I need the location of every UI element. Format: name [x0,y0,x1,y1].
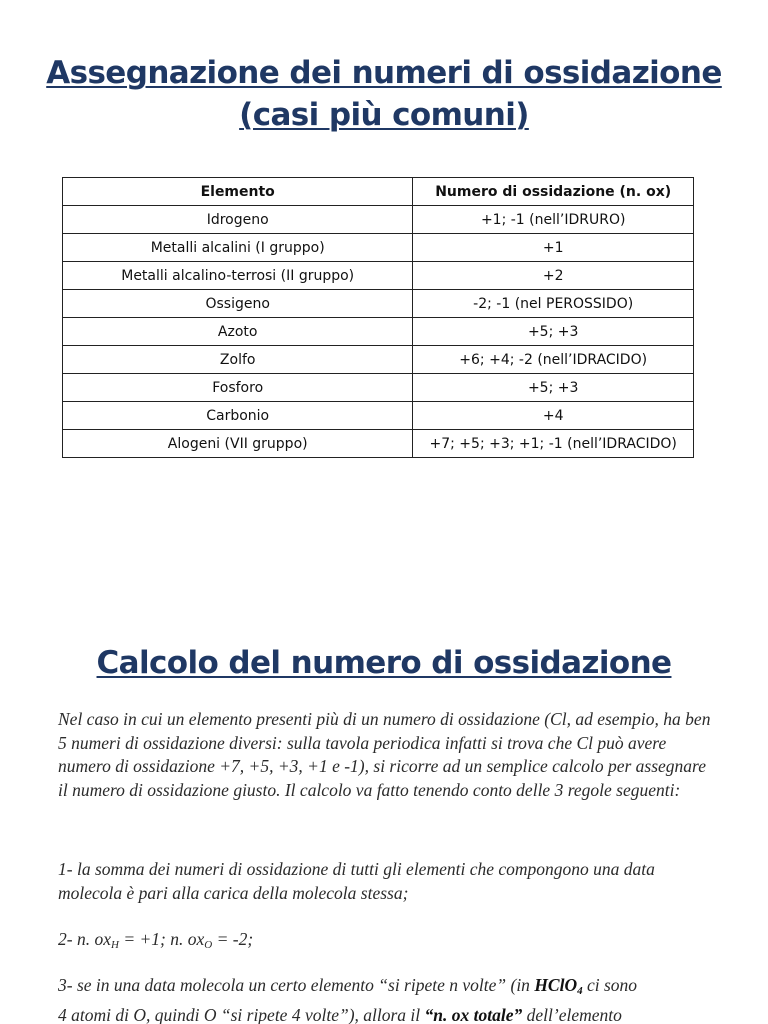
formula-hclo4 [534,975,582,995]
element-cell: Zolfo [63,346,413,374]
oxidation-cell: +1 [413,234,694,262]
table-row [63,374,694,402]
rule-3-part-4: dell’elemento [522,1005,622,1024]
oxidation-cell: +4 [413,402,694,430]
formula-text: HClO [534,975,578,995]
header-elemento: Elemento [63,178,413,206]
element-cell: Idrogeno [63,206,413,234]
oxidation-numbers-table [62,177,694,458]
element-cell: Fosforo [63,374,413,402]
formula-subscript: 4 [577,985,583,997]
table-row [63,430,694,458]
n-ox-totale: “n. ox totale” [424,1005,523,1024]
oxidation-cell: +6; +4; -2 (nell’IDRACIDO) [413,346,694,374]
element-cell: Metalli alcalini (I gruppo) [63,234,413,262]
rule-3-part-2: ci sono [582,975,638,995]
oxidation-cell: +2 [413,262,694,290]
rule-2 [58,928,718,958]
table-row [63,290,694,318]
rule-2-suffix: = -2; [212,929,254,949]
table-row [63,234,694,262]
oxidation-cell: +5; +3 [413,374,694,402]
element-cell: Metalli alcalino-terrosi (II gruppo) [63,262,413,290]
intro-paragraph: Nel caso in cui un elemento presenti più di un numero di ossidazione (Cl, ad esempio, ha ben 5 numeri di ossidazione diversi: sulla tavola periodica infatti si trova che Cl può avere numero di ossidazione +7, +5, +3, +1 e -1), si ricorre ad un semplice calcolo per assegnare il numero di ossidazione giusto. Il calcolo va fatto tenendo conto delle 3 regole seguenti: [58,709,711,800]
table-row [63,318,694,346]
table-row [63,402,694,430]
element-cell: Ossigeno [63,290,413,318]
subscript-o: O [204,939,213,951]
title-line-1: Assegnazione dei numeri di ossidazione [46,55,722,91]
element-cell: Carbonio [63,402,413,430]
calculation-section-title: Calcolo del numero di ossidazione [96,645,672,681]
rule-3-part-3: 4 atomi di O, quindi O “si ripete 4 volte”), allora il [58,1005,425,1024]
table-header-row [63,178,694,206]
rule-1: 1- la somma dei numeri di ossidazione di tutti gli elementi che compongono una data molecola è pari alla carica della molecola stessa; [58,859,655,903]
rule-3-part-1: 3- se in una data molecola un certo elemento “si ripete n volte” (in [58,975,535,995]
element-cell: Azoto [63,318,413,346]
oxidation-cell: +1; -1 (nell’IDRURO) [413,206,694,234]
oxidation-cell: +5; +3 [413,318,694,346]
header-numero-ossidazione: Numero di ossidazione (n. ox) [413,178,694,206]
title-line-2: (casi più comuni) [239,97,529,133]
rule-3 [58,973,718,1024]
table-row [63,206,694,234]
table-section-title [20,52,748,136]
table-row [63,262,694,290]
table-row [63,346,694,374]
rule-2-mid: = +1; n. ox [118,929,205,949]
oxidation-cell: +7; +5; +3; +1; -1 (nell’IDRACIDO) [413,430,694,458]
oxidation-cell: -2; -1 (nel PEROSSIDO) [413,290,694,318]
element-cell: Alogeni (VII gruppo) [63,430,413,458]
rule-2-prefix: 2- n. ox [58,929,111,949]
subscript-h: H [110,939,119,951]
